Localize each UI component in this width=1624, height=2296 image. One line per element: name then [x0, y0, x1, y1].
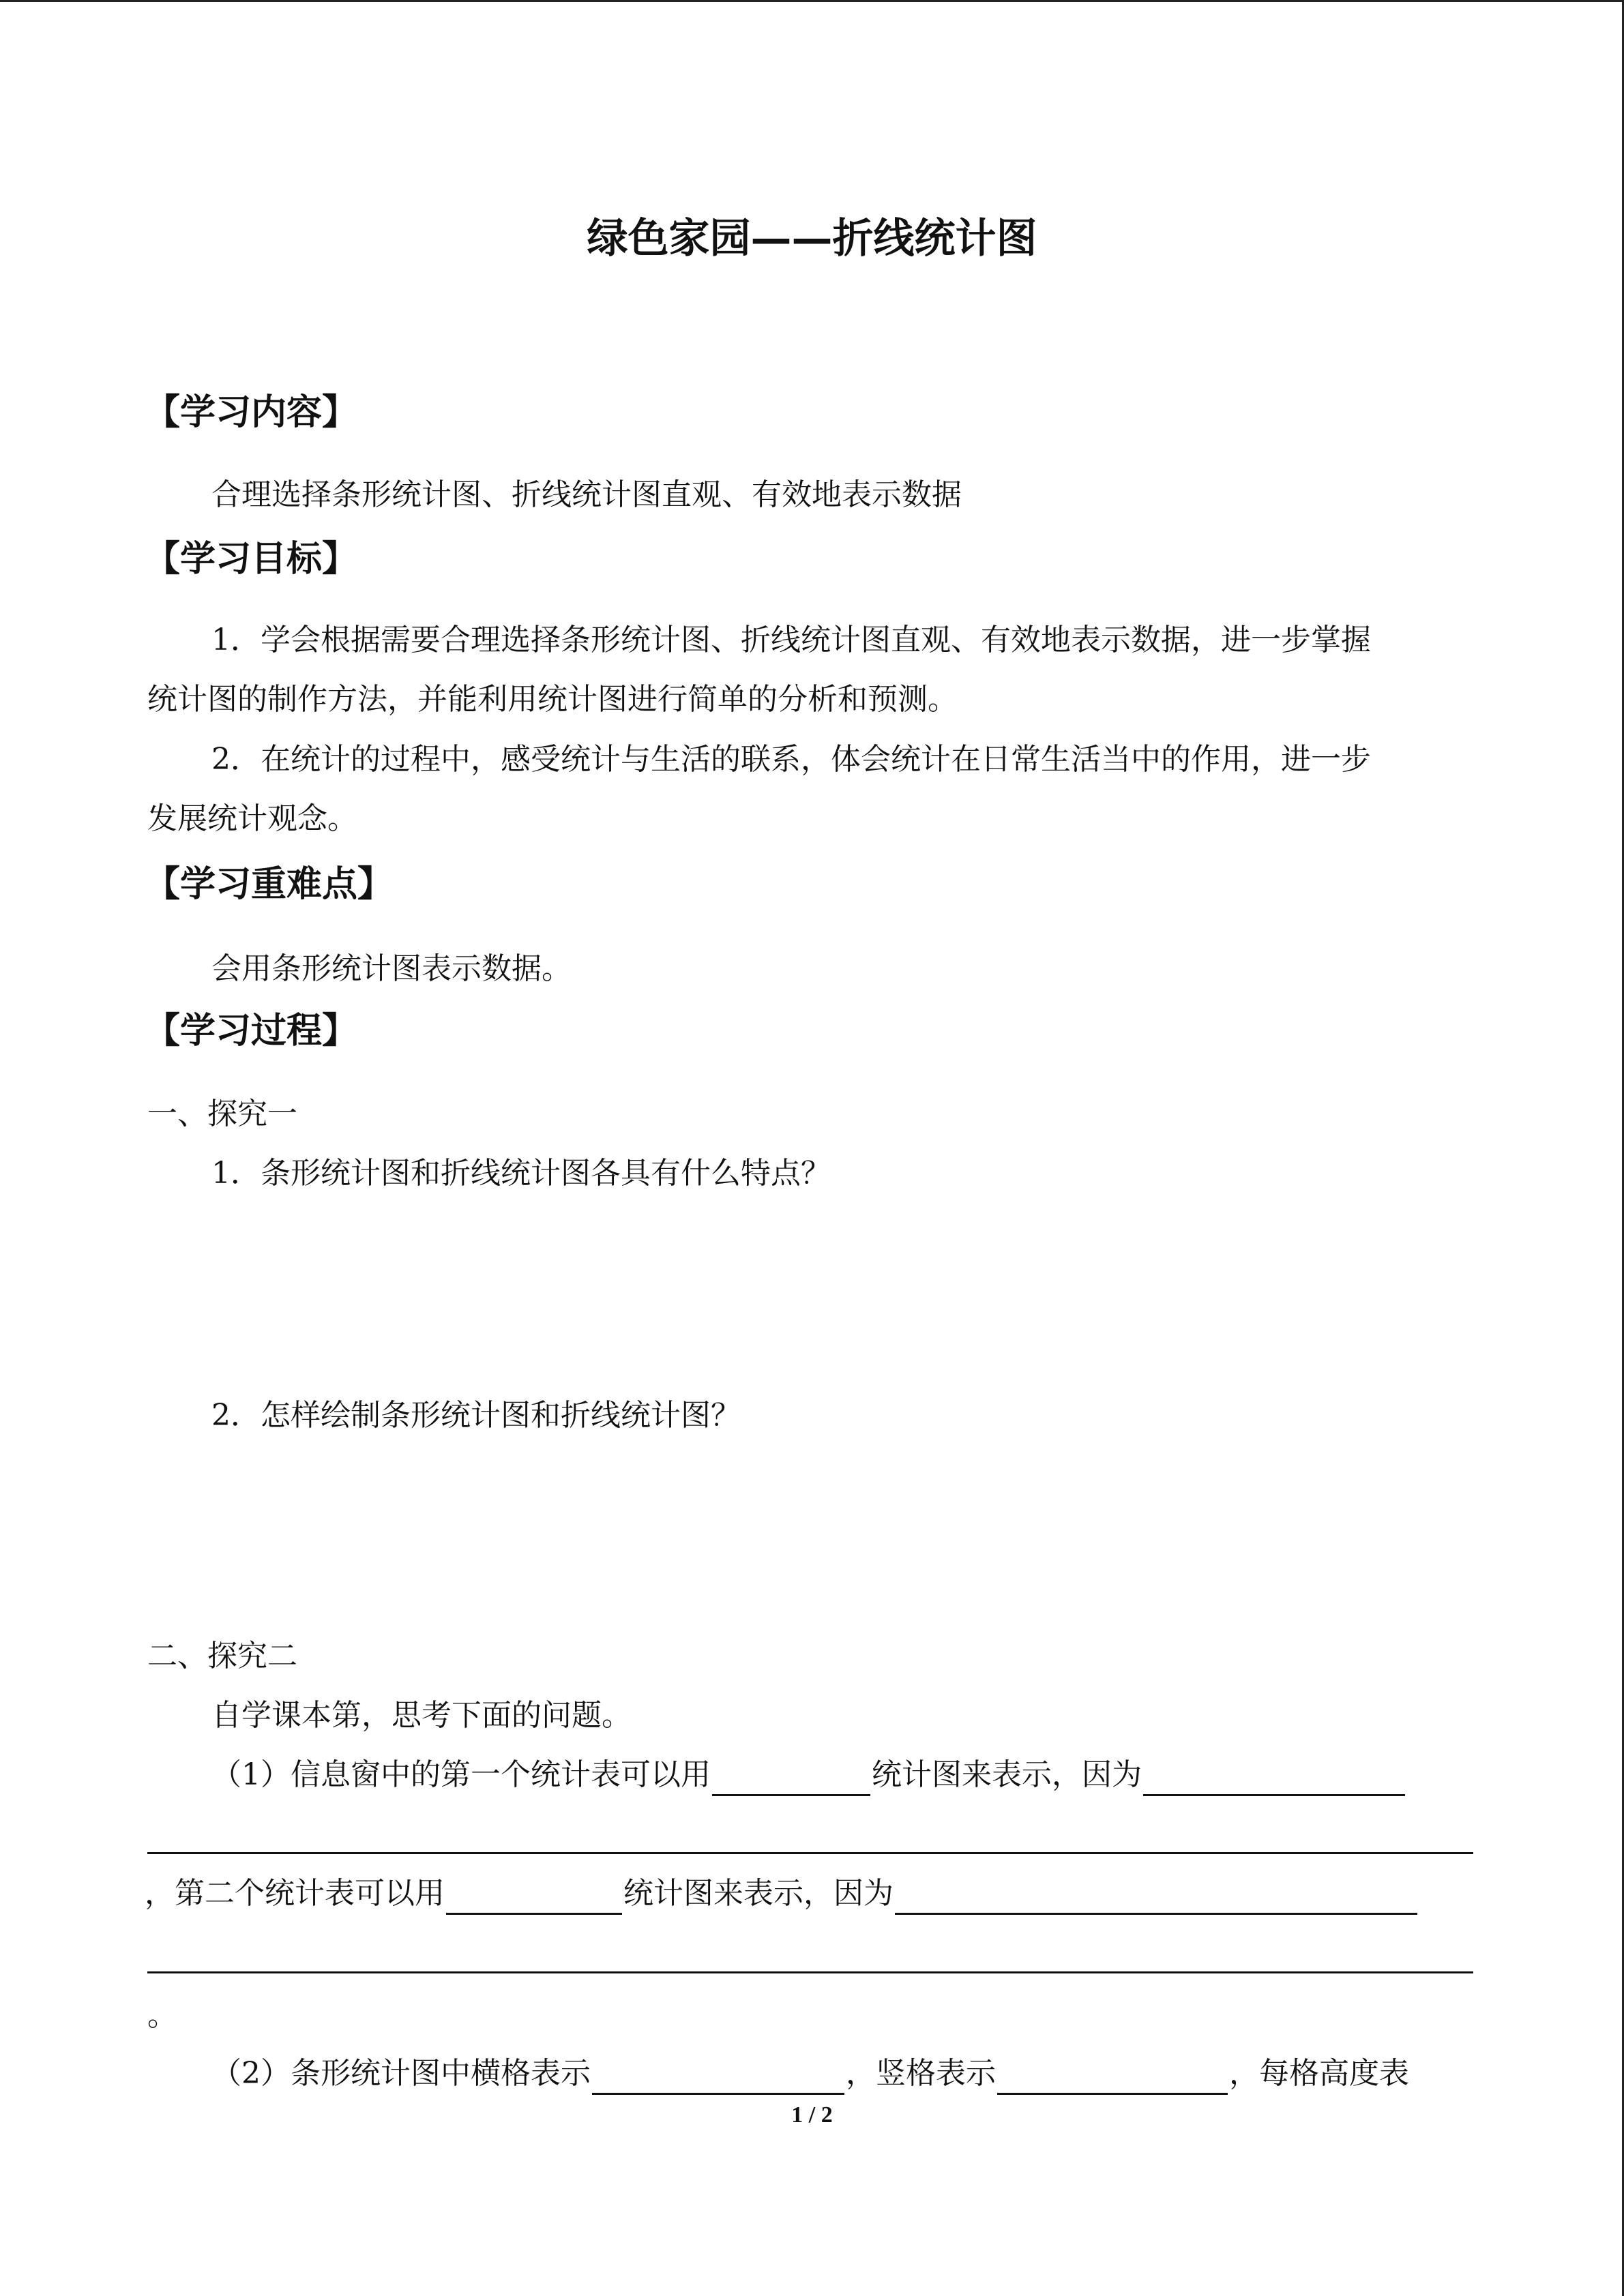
q1-end-mark: 。 — [147, 1998, 177, 2033]
q1-answer-line-1[interactable] — [147, 1852, 1473, 1854]
goal-2-line-2: 发展统计观念。 — [147, 801, 357, 836]
heading-learning-goals: 【学习目标】 — [145, 539, 358, 580]
goal-1-line-2: 统计图的制作方法，并能利用统计图进行简单的分析和预测。 — [147, 682, 958, 717]
q1-answer-line-2[interactable] — [147, 1971, 1473, 1973]
heading-learning-content: 【学习内容】 — [145, 392, 358, 433]
goal-2-line-1: 2．在统计的过程中，感受统计与生活的联系，体会统计在日常生活当中的作用，进一步 — [211, 742, 1371, 777]
heading-key-points: 【学习重难点】 — [145, 864, 394, 905]
learning-content-text: 合理选择条形统计图、折线统计图直观、有效地表示数据 — [211, 477, 962, 512]
heading-learning-process: 【学习过程】 — [145, 1011, 358, 1052]
explore-2-question-2 — [211, 2053, 1409, 2095]
page-border-top — [0, 0, 1624, 2]
explore-1-label: 一、探究一 — [147, 1097, 297, 1131]
goal-1-line-1: 1．学会根据需要合理选择条形统计图、折线统计图直观、有效地表示数据，进一步掌握 — [211, 623, 1371, 657]
q1-blank-chart-type-2[interactable] — [446, 1879, 622, 1915]
q2-text-2: ，竖格表示 — [846, 2056, 996, 2091]
q1-blank-reason-2[interactable] — [895, 1879, 1417, 1915]
explore-1-question-2: 2．怎样绘制条形统计图和折线统计图？ — [211, 1398, 741, 1433]
key-points-text: 会用条形统计图表示数据。 — [211, 951, 572, 986]
document-title: 绿色家园——折线统计图 — [587, 215, 1037, 263]
q1-blank-chart-type-1[interactable] — [712, 1760, 870, 1796]
q1-text-1: （1）信息窗中的第一个统计表可以用 — [211, 1757, 711, 1792]
q1-text-2: 统计图来表示，因为 — [872, 1757, 1142, 1792]
q2-blank-horizontal[interactable] — [592, 2059, 844, 2095]
q1-blank-reason-1[interactable] — [1143, 1760, 1405, 1796]
page-number: 1 / 2 — [791, 2102, 833, 2128]
q2-text-3: ，每格高度表 — [1229, 2056, 1409, 2091]
explore-2-question-1-line-1 — [211, 1754, 1406, 1796]
q2-blank-vertical[interactable] — [997, 2059, 1228, 2095]
explore-1-question-1: 1．条形统计图和折线统计图各具有什么特点？ — [211, 1156, 831, 1191]
q1-text-4: 统计图来表示，因为 — [623, 1876, 894, 1911]
q2-text-1: （2）条形统计图中横格表示 — [211, 2056, 591, 2091]
q1-text-3: ，第二个统计表可以用 — [145, 1876, 445, 1911]
explore-2-question-1-line-2 — [145, 1873, 1419, 1915]
explore-2-label: 二、探究二 — [147, 1639, 297, 1673]
explore-2-intro: 自学课本第，思考下面的问题。 — [211, 1698, 632, 1733]
